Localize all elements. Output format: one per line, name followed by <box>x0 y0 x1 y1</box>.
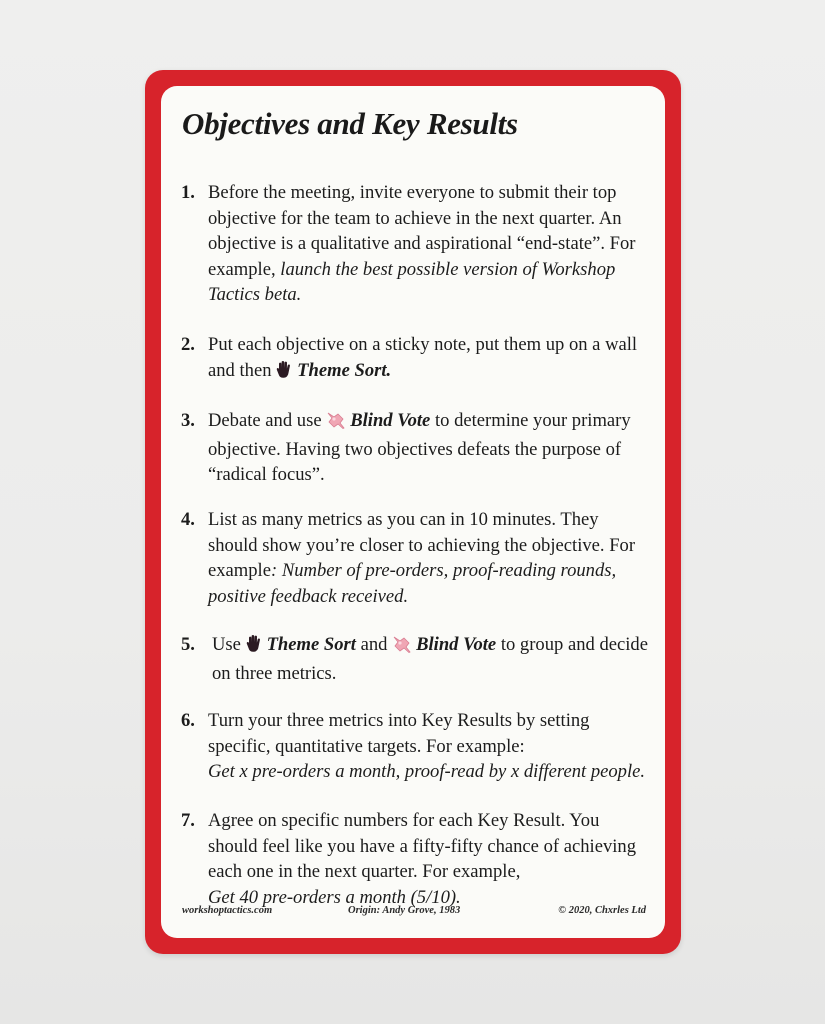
step-example: : Number of pre-orders, proof-reading rounds, positive feedback received. <box>208 560 617 607</box>
step-text <box>208 708 649 785</box>
step-text <box>208 180 649 308</box>
step-number: 3. <box>181 410 195 431</box>
step-4 <box>181 507 649 609</box>
okr-card <box>145 70 681 954</box>
step-body-after: to group and decide on three metrics. <box>212 634 648 684</box>
step-example: launch the best possible version of Workshop Tactics beta. <box>208 258 616 305</box>
tactic-theme-sort: Theme Sort. <box>297 359 392 381</box>
step-body-before: Use <box>212 634 246 655</box>
tactic-theme-sort: Theme Sort <box>266 634 356 655</box>
step-number: 4. <box>181 509 195 530</box>
step-body: Turn your three metrics into Key Results by setting specific, quantitative targets. For example: <box>208 710 590 757</box>
step-body-after: to determine your primary objective. Having two objectives defeats the purpose of “radical focus”. <box>208 410 631 485</box>
step-number: 5. <box>181 634 195 655</box>
footer-origin: Origin: Andy Grove, 1983 <box>348 905 461 916</box>
step-text <box>208 332 649 386</box>
step-body-mid: and <box>355 634 393 655</box>
step-text <box>208 808 649 910</box>
step-text <box>208 408 649 488</box>
step-3 <box>181 408 649 488</box>
card-body <box>161 86 665 938</box>
step-body: Before the meeting, invite everyone to submit their top objective for the team to achieve in the next quarter. An objective is a qualitative and aspirational “end-state”. For example, <box>208 182 636 280</box>
pushpin-icon <box>326 411 346 437</box>
step-7 <box>181 808 649 910</box>
tactic-blind-vote: Blind Vote <box>416 634 497 655</box>
step-number: 7. <box>181 810 195 831</box>
step-number: 2. <box>181 334 195 355</box>
hand-icon <box>276 360 293 387</box>
step-text <box>208 507 649 609</box>
step-example: Get 40 pre-orders a month (5/10). <box>208 886 461 908</box>
step-number: 6. <box>181 710 195 731</box>
step-body-before: Debate and use <box>208 410 327 431</box>
pushpin-icon <box>392 635 412 661</box>
step-example: Get x pre-orders a month, proof-read by x different people. <box>208 761 646 782</box>
footer-website: workshoptactics.com <box>182 905 273 916</box>
step-2 <box>181 332 649 386</box>
step-1 <box>181 180 649 308</box>
step-number: 1. <box>181 182 195 203</box>
step-body: List as many metrics as you can in 10 minutes. They should show you’re closer to achieving the objective. For example <box>208 509 636 581</box>
tactic-blind-vote: Blind Vote <box>350 410 431 431</box>
step-text <box>212 632 649 686</box>
hand-icon <box>246 634 263 661</box>
step-6 <box>181 708 649 785</box>
step-5 <box>181 632 649 686</box>
step-body: Put each objective on a sticky note, put them up on a wall and then <box>208 334 638 381</box>
card-title: Objectives and Key Results <box>182 106 518 141</box>
step-body: Agree on specific numbers for each Key Result. You should feel like you have a fifty-fifty chance of achieving each one in the next quarter. For example, <box>208 810 637 882</box>
footer-copyright: © 2020, Chxrles Ltd <box>558 905 646 916</box>
